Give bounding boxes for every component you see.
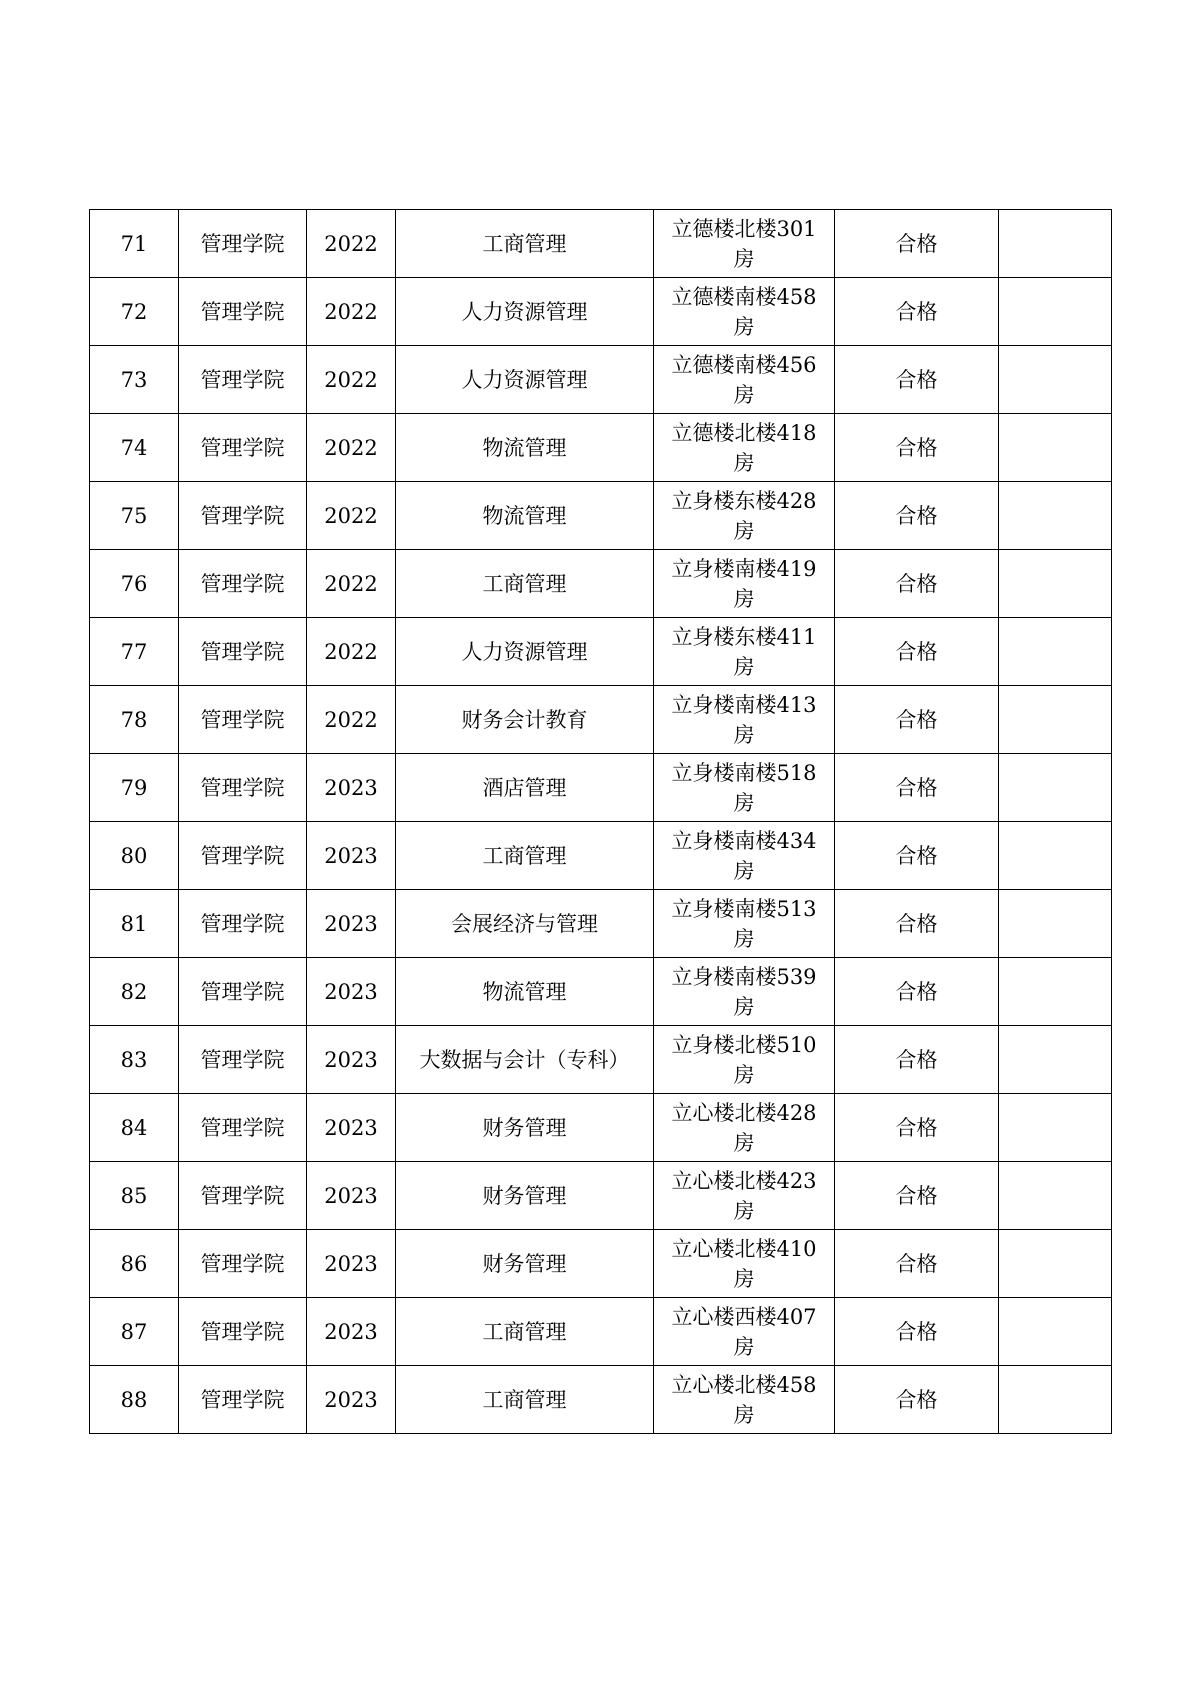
row-number-cell: 71 [90,210,179,278]
dormitory-text: 立身楼南楼434房 [671,828,817,883]
remark-cell [999,822,1112,890]
row-number-cell: 75 [90,482,179,550]
major-cell: 物流管理 [396,482,654,550]
dormitory-cell [654,1230,835,1298]
result-cell: 合格 [835,1094,999,1162]
row-number-cell: 73 [90,346,179,414]
major-cell: 财务管理 [396,1094,654,1162]
major-cell: 财务管理 [396,1230,654,1298]
dormitory-text: 立心楼北楼458房 [671,1372,817,1427]
remark-cell [999,618,1112,686]
college-cell: 管理学院 [179,278,307,346]
major-cell: 会展经济与管理 [396,890,654,958]
major-cell: 物流管理 [396,414,654,482]
remark-cell [999,958,1112,1026]
dormitory-text: 立德楼北楼418房 [671,420,817,475]
result-cell: 合格 [835,346,999,414]
table-row [90,346,1112,414]
remark-cell [999,1298,1112,1366]
table-row [90,550,1112,618]
major-cell: 人力资源管理 [396,278,654,346]
year-cell: 2023 [307,1230,396,1298]
remark-cell [999,686,1112,754]
year-cell: 2022 [307,482,396,550]
college-cell: 管理学院 [179,618,307,686]
dormitory-text: 立心楼西楼407房 [671,1304,817,1359]
result-cell: 合格 [835,1230,999,1298]
year-cell: 2023 [307,754,396,822]
year-cell: 2022 [307,686,396,754]
row-number-cell: 78 [90,686,179,754]
result-cell: 合格 [835,550,999,618]
dormitory-cell [654,958,835,1026]
table-row [90,278,1112,346]
row-number-cell: 80 [90,822,179,890]
row-number-cell: 82 [90,958,179,1026]
table-row [90,1026,1112,1094]
dormitory-cell [654,618,835,686]
year-cell: 2023 [307,1298,396,1366]
dormitory-text: 立身楼东楼411房 [671,624,817,679]
row-number-cell: 74 [90,414,179,482]
dormitory-text: 立身楼南楼513房 [671,896,817,951]
result-cell: 合格 [835,210,999,278]
college-cell: 管理学院 [179,822,307,890]
major-cell: 大数据与会计（专科） [396,1026,654,1094]
remark-cell [999,550,1112,618]
row-number-cell: 77 [90,618,179,686]
table-row [90,686,1112,754]
table-row [90,414,1112,482]
row-number-cell: 86 [90,1230,179,1298]
dormitory-text: 立身楼南楼419房 [671,556,817,611]
result-cell: 合格 [835,618,999,686]
college-cell: 管理学院 [179,1094,307,1162]
dormitory-text: 立身楼南楼518房 [671,760,817,815]
year-cell: 2022 [307,210,396,278]
year-cell: 2022 [307,346,396,414]
dormitory-cell [654,754,835,822]
dormitory-cell [654,482,835,550]
result-cell: 合格 [835,890,999,958]
year-cell: 2023 [307,1094,396,1162]
college-cell: 管理学院 [179,482,307,550]
remark-cell [999,1094,1112,1162]
remark-cell [999,1366,1112,1434]
major-cell: 人力资源管理 [396,346,654,414]
major-cell: 人力资源管理 [396,618,654,686]
result-cell: 合格 [835,958,999,1026]
dormitory-cell [654,550,835,618]
year-cell: 2023 [307,1026,396,1094]
result-cell: 合格 [835,414,999,482]
college-cell: 管理学院 [179,1366,307,1434]
table-row [90,822,1112,890]
year-cell: 2023 [307,1366,396,1434]
college-cell: 管理学院 [179,686,307,754]
dormitory-text: 立身楼南楼413房 [671,692,817,747]
year-cell: 2022 [307,414,396,482]
table-row [90,754,1112,822]
row-number-cell: 83 [90,1026,179,1094]
dormitory-text: 立身楼北楼510房 [671,1032,817,1087]
remark-cell [999,210,1112,278]
dormitory-cell [654,346,835,414]
result-cell: 合格 [835,1366,999,1434]
row-number-cell: 72 [90,278,179,346]
dormitory-text: 立身楼南楼539房 [671,964,817,1019]
dormitory-cell [654,890,835,958]
major-cell: 工商管理 [396,550,654,618]
college-cell: 管理学院 [179,1026,307,1094]
dormitory-cell [654,1366,835,1434]
table-row [90,1094,1112,1162]
dormitory-text: 立德楼北楼301房 [671,216,817,271]
college-cell: 管理学院 [179,550,307,618]
major-cell: 工商管理 [396,1366,654,1434]
table-row [90,618,1112,686]
row-number-cell: 76 [90,550,179,618]
table-row [90,1230,1112,1298]
dormitory-text: 立德楼南楼458房 [671,284,817,339]
remark-cell [999,1026,1112,1094]
major-cell: 酒店管理 [396,754,654,822]
table-row [90,1298,1112,1366]
dormitory-inspection-table [89,209,1112,1434]
college-cell: 管理学院 [179,1298,307,1366]
row-number-cell: 87 [90,1298,179,1366]
table-row [90,958,1112,1026]
dormitory-text: 立心楼北楼428房 [671,1100,817,1155]
year-cell: 2023 [307,1162,396,1230]
college-cell: 管理学院 [179,414,307,482]
college-cell: 管理学院 [179,958,307,1026]
dormitory-cell [654,1298,835,1366]
dormitory-text: 立心楼北楼423房 [671,1168,817,1223]
row-number-cell: 85 [90,1162,179,1230]
remark-cell [999,482,1112,550]
result-cell: 合格 [835,482,999,550]
dormitory-text: 立身楼东楼428房 [671,488,817,543]
major-cell: 工商管理 [396,210,654,278]
result-cell: 合格 [835,1026,999,1094]
result-cell: 合格 [835,1298,999,1366]
table-row [90,210,1112,278]
row-number-cell: 88 [90,1366,179,1434]
major-cell: 工商管理 [396,822,654,890]
dormitory-cell [654,278,835,346]
year-cell: 2022 [307,550,396,618]
college-cell: 管理学院 [179,346,307,414]
college-cell: 管理学院 [179,1162,307,1230]
result-cell: 合格 [835,1162,999,1230]
college-cell: 管理学院 [179,890,307,958]
table-row [90,1162,1112,1230]
row-number-cell: 79 [90,754,179,822]
major-cell: 财务会计教育 [396,686,654,754]
remark-cell [999,346,1112,414]
dormitory-cell [654,1026,835,1094]
college-cell: 管理学院 [179,1230,307,1298]
table-row [90,1366,1112,1434]
result-cell: 合格 [835,754,999,822]
year-cell: 2022 [307,278,396,346]
result-cell: 合格 [835,278,999,346]
dormitory-cell [654,1162,835,1230]
remark-cell [999,278,1112,346]
college-cell: 管理学院 [179,754,307,822]
college-cell: 管理学院 [179,210,307,278]
remark-cell [999,1230,1112,1298]
remark-cell [999,414,1112,482]
table-row [90,482,1112,550]
remark-cell [999,890,1112,958]
dormitory-cell [654,1094,835,1162]
result-cell: 合格 [835,822,999,890]
row-number-cell: 81 [90,890,179,958]
year-cell: 2022 [307,618,396,686]
dormitory-cell [654,686,835,754]
dormitory-cell [654,210,835,278]
result-cell: 合格 [835,686,999,754]
dormitory-cell [654,414,835,482]
dormitory-cell [654,822,835,890]
major-cell: 物流管理 [396,958,654,1026]
major-cell: 工商管理 [396,1298,654,1366]
year-cell: 2023 [307,822,396,890]
row-number-cell: 84 [90,1094,179,1162]
dormitory-text: 立德楼南楼456房 [671,352,817,407]
year-cell: 2023 [307,890,396,958]
table-row [90,890,1112,958]
remark-cell [999,754,1112,822]
major-cell: 财务管理 [396,1162,654,1230]
remark-cell [999,1162,1112,1230]
table-body [90,210,1112,1434]
dormitory-text: 立心楼北楼410房 [671,1236,817,1291]
year-cell: 2023 [307,958,396,1026]
